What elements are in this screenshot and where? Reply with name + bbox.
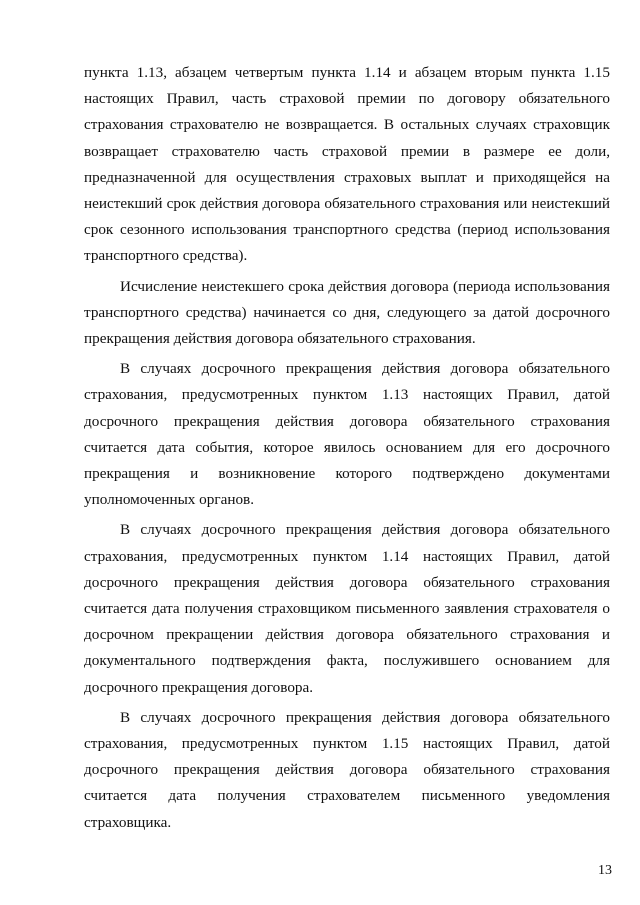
paragraph-continuation: пункта 1.13, абзацем четвертым пункта 1.14 и абзацем вторым пункта 1.15 настоящих Правил, часть страховой премии по договору обязательного страхования страхователю не возвращается. В остальных случаях страховщик возвращает страхователю часть страховой премии в размере ее доли, предназначенной для осуществления страховых выплат и приходящейся на неистекший срок действия договора обязательного страхования или неистекший срок сезонного использования транспортного средства (период использования транспортного средства). xyxy=(84,64,610,265)
body-text xyxy=(84,60,610,840)
page-number: 13 xyxy=(598,863,612,878)
paragraph-clause-1-15: В случаях досрочного прекращения действия договора обязательного страхования, предусмотренных пунктом 1.15 настоящих Правил, датой досрочного прекращения действия договора обязательного страхования считается дата получения страхователем письменного уведомления страховщика. xyxy=(84,708,610,831)
paragraph-clause-1-14: В случаях досрочного прекращения действия договора обязательного страхования, предусмотренных пунктом 1.14 настоящих Правил, датой досрочного прекращения действия договора обязательного страхования считается дата получения страховщиком письменного заявления страхователя о досрочном прекращении действия договора обязательного страхования и документального подтверждения факта, послужившего основанием для досрочного прекращения договора. xyxy=(84,521,610,696)
paragraph-term-calculation: Исчисление неистекшего срока действия договора (периода использования транспортного средства) начинается со дня, следующего за датой досрочного прекращения действия договора обязательного страхования. xyxy=(84,277,610,348)
paragraph-clause-1-13: В случаях досрочного прекращения действия договора обязательного страхования, предусмотренных пунктом 1.13 настоящих Правил, датой досрочного прекращения действия договора обязательного страхования считается дата события, которое явилось основанием для его досрочного прекращения и возникновение которого подтверждено документами уполномоченных органов. xyxy=(84,360,610,509)
